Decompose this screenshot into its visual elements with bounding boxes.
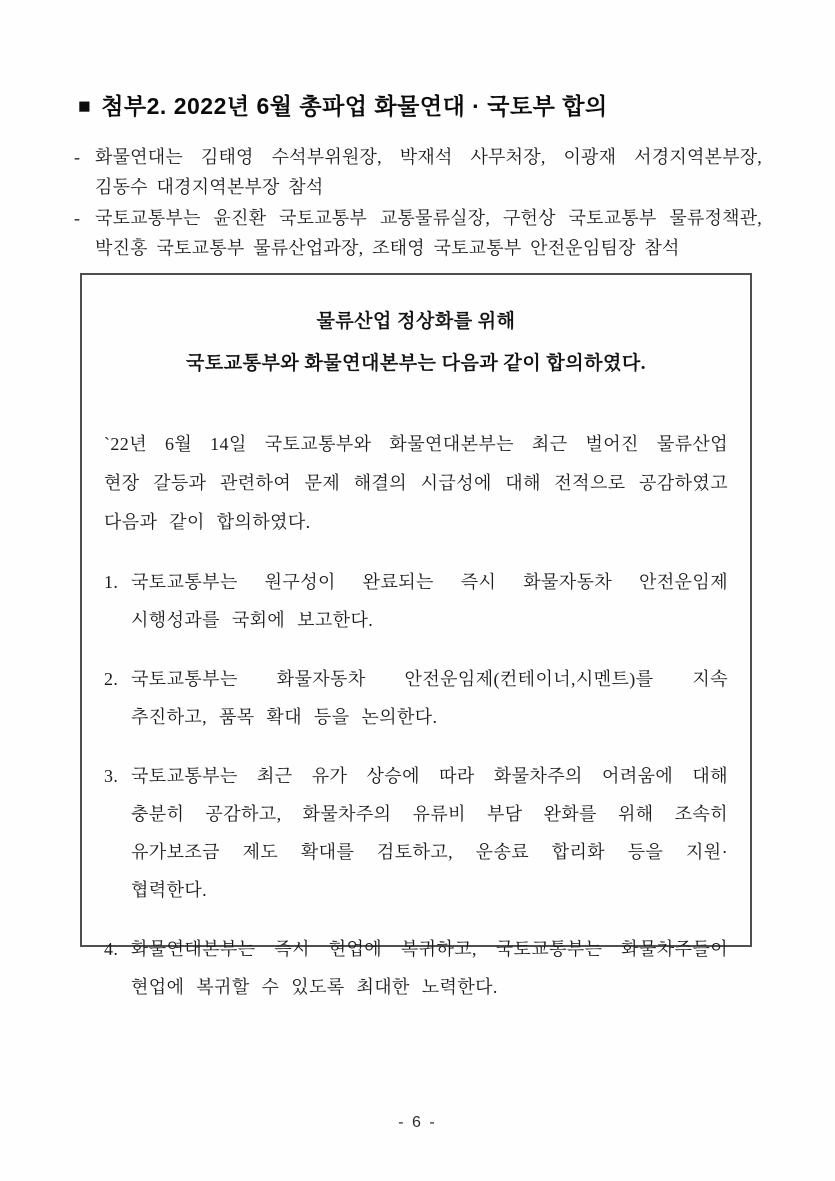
agreement-item bbox=[104, 660, 728, 736]
agreement-item bbox=[104, 563, 728, 639]
agreement-intro: `22년 6월 14일 국토교통부와 화물연대본부는 최근 벌어진 물류산업 현장 갈등과 관련하여 문제 해결의 시급성에 대해 전적으로 공감하였고 다음과 같이 합의하였다. bbox=[104, 434, 728, 532]
list-item bbox=[74, 142, 762, 202]
item-number: 4. bbox=[104, 939, 119, 959]
agreement-title-line2: 국토교통부와 화물연대본부는 다음과 같이 합의하였다. bbox=[186, 353, 646, 374]
agreement-item bbox=[104, 757, 728, 909]
doc-heading bbox=[78, 88, 768, 121]
agreement-title bbox=[104, 301, 728, 385]
item-number: 1. bbox=[104, 572, 119, 592]
agreement-title-line1: 물류산업 정상화를 위해 bbox=[316, 311, 516, 332]
dash-bullet-icon: - bbox=[74, 208, 81, 228]
item-text: 화물연대본부는 즉시 현업에 복귀하고, 국토교통부는 화물차주들이 현업에 복귀할 수 있도록 최대한 노력한다. bbox=[131, 939, 728, 997]
item-text: 국토교통부는 원구성이 완료되는 즉시 화물자동차 안전운임제 시행성과를 국회에 보고한다. bbox=[131, 572, 728, 630]
attendee-text: 화물연대는 김태영 수석부위원장, 박재석 사무처장, 이광재 서경지역본부장, 김동수 대경지역본부장 참석 bbox=[95, 147, 762, 197]
square-bullet-icon: ■ bbox=[78, 95, 92, 118]
attendee-list bbox=[74, 142, 762, 264]
attendee-text: 국토교통부는 윤진환 국토교통부 교통물류실장, 구헌상 국토교통부 물류정책관, 박진홍 국토교통부 물류산업과장, 조태영 국토교통부 안전운임팀장 참석 bbox=[95, 208, 762, 258]
page-number: - 6 - bbox=[398, 1114, 437, 1131]
item-text: 국토교통부는 최근 유가 상승에 따라 화물차주의 어려움에 대해 충분히 공감하고, 화물차주의 유류비 부담 완화를 위해 조속히 유가보조금 제도 확대를 검토하고, 운송료 합리화 등을 지원·협력한다. bbox=[131, 766, 728, 900]
item-number: 3. bbox=[104, 766, 119, 786]
doc-heading-text: 첨부2. 2022년 6월 총파업 화물연대 · 국토부 합의 bbox=[101, 93, 608, 119]
agreement-item bbox=[104, 930, 728, 1006]
item-text: 국토교통부는 화물자동차 안전운임제(컨테이너,시멘트)를 지속 추진하고, 품목 확대 등을 논의한다. bbox=[131, 669, 728, 727]
list-item bbox=[74, 203, 762, 263]
item-number: 2. bbox=[104, 669, 119, 689]
agreement-box bbox=[80, 273, 752, 997]
dash-bullet-icon: - bbox=[74, 147, 81, 167]
